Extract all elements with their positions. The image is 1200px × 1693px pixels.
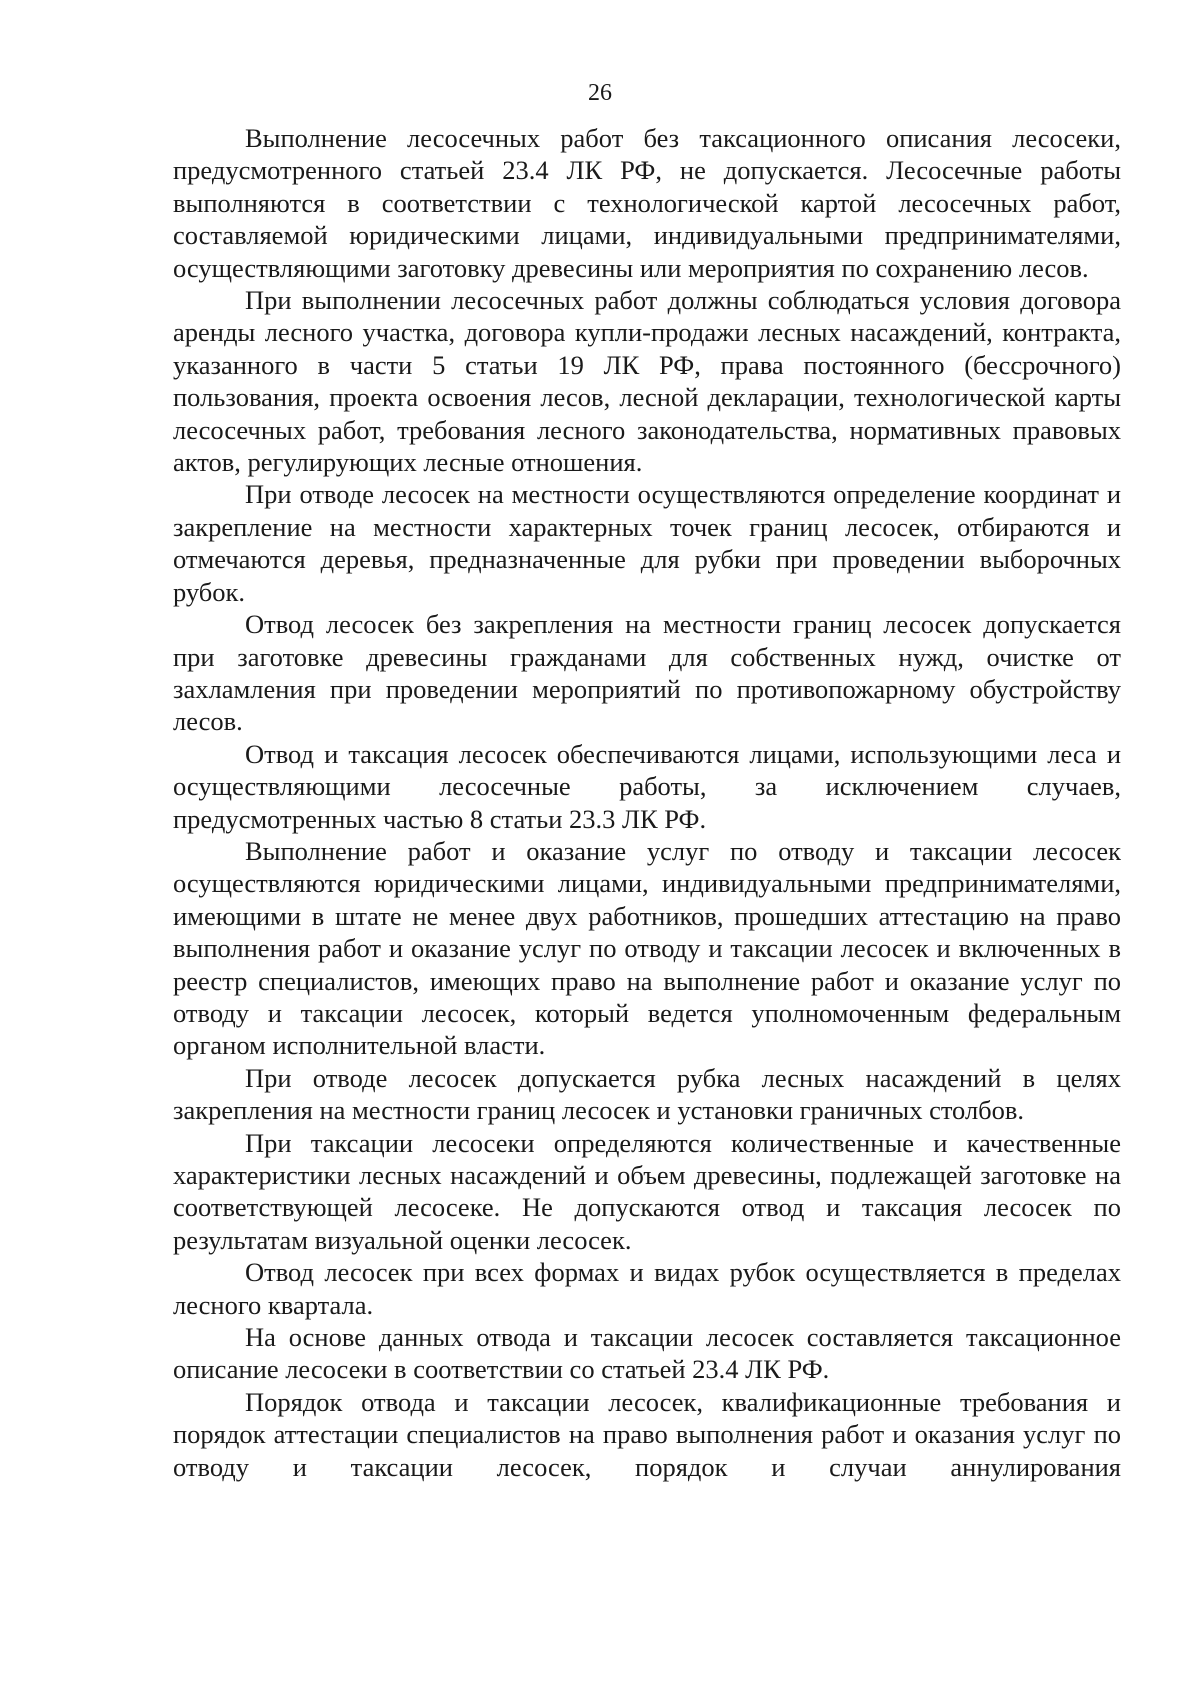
document-body: [173, 122, 1121, 1483]
paragraph: При таксации лесосеки определяются количественные и качественные характеристики лесных насаждений и объем древесины, подлежащей заготовке на соответствующей лесосеке. Не допускаются отвод и таксация лесосек по результатам визуальной оценки лесосек.: [173, 1127, 1121, 1255]
page-number: 26: [588, 80, 612, 106]
paragraph: Выполнение работ и оказание услуг по отводу и таксации лесосек осуществляются юридическими лицами, индивидуальными предпринимателями, имеющими в штате не менее двух работников, прошедших аттестацию на право выполнения работ и оказание услуг по отводу и таксации лесосек и включенных в реестр специалистов, имеющих право на выполнение работ и оказание услуг по отводу и таксации лесосек, который ведется уполномоченным федеральным органом исполнительной власти.: [173, 835, 1121, 1061]
paragraph: Отвод и таксация лесосек обеспечиваются лицами, использующими леса и осуществляющими лесосечные работы, за исключением случаев, предусмотренных частью 8 статьи 23.3 ЛК РФ.: [173, 738, 1121, 834]
paragraph: Выполнение лесосечных работ без таксационного описания лесосеки, предусмотренного статьей 23.4 ЛК РФ, не допускается. Лесосечные работы выполняются в соответствии с технологической картой лесосечных работ, составляемой юридическими лицами, индивидуальными предпринимателями, осуществляющими заготовку древесины или мероприятия по сохранению лесов.: [173, 123, 1121, 283]
paragraph: При выполнении лесосечных работ должны соблюдаться условия договора аренды лесного участка, договора купли-продажи лесных насаждений, контракта, указанного в части 5 статьи 19 ЛК РФ, права постоянного (бессрочного) пользования, проекта освоения лесов, лесной декларации, технологической карты лесосечных работ, требования лесного законодательства, нормативных правовых актов, регулирующих лесные отношения.: [173, 285, 1121, 478]
paragraph: При отводе лесосек на местности осуществляются определение координат и закрепление на местности характерных точек границ лесосек, отбираются и отмечаются деревья, предназначенные для рубки при проведении выборочных рубок.: [173, 479, 1121, 607]
paragraph: При отводе лесосек допускается рубка лесных насаждений в целях закрепления на местности границ лесосек и установки граничных столбов.: [173, 1062, 1121, 1126]
paragraph: Отвод лесосек при всех формах и видах рубок осуществляется в пределах лесного квартала.: [173, 1257, 1121, 1320]
paragraph: Порядок отвода и таксации лесосек, квалификационные требования и порядок аттестации специалистов на право выполнения работ и оказания услуг по отводу и таксации лесосек, порядок и случаи аннулирования: [173, 1386, 1121, 1482]
paragraph: Отвод лесосек без закрепления на местности границ лесосек допускается при заготовке древесины гражданами для собственных нужд, очистке от захламления при проведении мероприятий по противопожарному обустройству лесов.: [173, 609, 1121, 737]
paragraph: На основе данных отвода и таксации лесосек составляется таксационное описание лесосеки в соответствии со статьей 23.4 ЛК РФ.: [173, 1322, 1121, 1385]
